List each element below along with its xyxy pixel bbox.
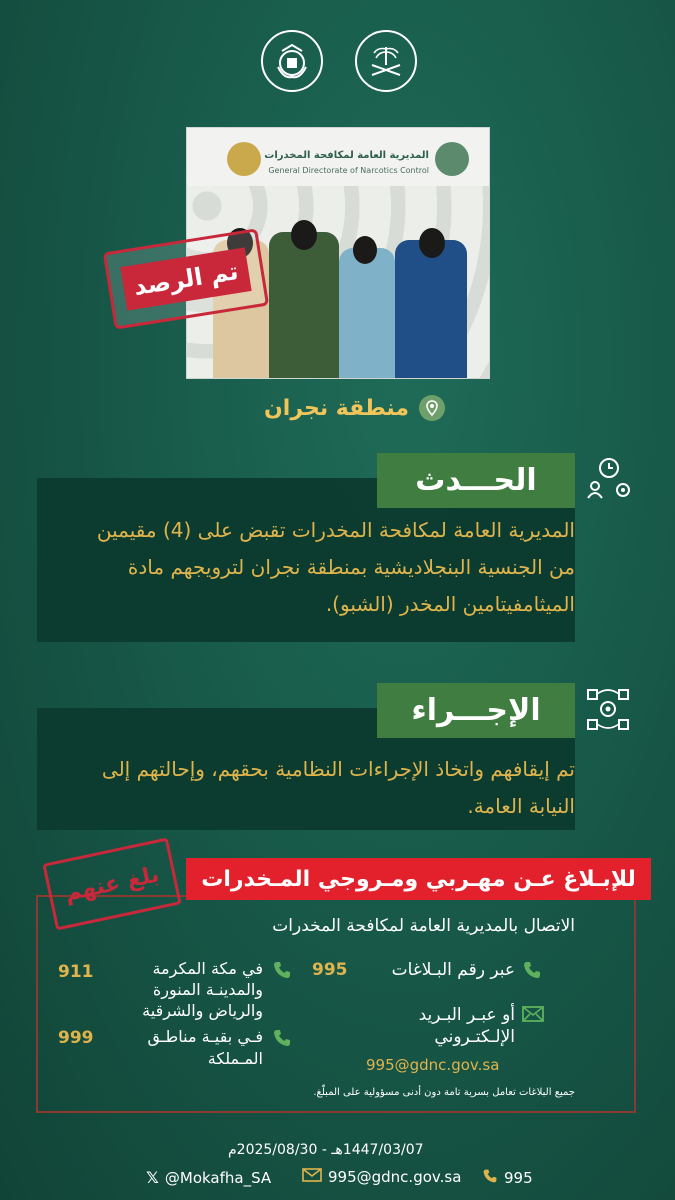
hotline-label: عبر رقم البـلاغات bbox=[391, 960, 515, 980]
person-3-head bbox=[353, 236, 377, 264]
event-text bbox=[35, 512, 575, 623]
date: 1447/03/07هـ - 2025/08/30م bbox=[228, 1142, 424, 1158]
phone-icon bbox=[522, 960, 542, 984]
person-4 bbox=[395, 240, 467, 378]
phone-icon bbox=[272, 960, 292, 984]
saudi-emblem-icon bbox=[435, 142, 469, 176]
region-label bbox=[264, 395, 445, 421]
twitter-handle: @Mokafha_SA bbox=[164, 1168, 272, 1187]
report-banner: للإبـلاغ عـن مهـربي ومـروجي المـخدرات bbox=[186, 858, 651, 900]
report-them-stamp: بلغ عنهم bbox=[42, 837, 181, 930]
footer-email-text: 995@gdnc.gov.sa bbox=[328, 1168, 462, 1186]
hotline-number[interactable]: 995 bbox=[312, 960, 348, 980]
monitored-stamp-label: تم الرصد bbox=[120, 247, 251, 310]
report-subtitle: الاتصال بالمديرية العامة لمكافحة المخدرات bbox=[272, 916, 575, 936]
timeline-people-icon bbox=[583, 454, 633, 508]
person-3 bbox=[339, 248, 395, 378]
action-line: تم إيقافهم واتخاذ الإجراءات النظامية بحقهم، وإحالتهم إلى bbox=[101, 757, 575, 781]
person-2-head bbox=[291, 220, 317, 250]
email-label: أو عبـر البـريد الإلـكتـروني bbox=[418, 1005, 515, 1047]
person-4-head bbox=[419, 228, 445, 258]
rest-number[interactable]: 999 bbox=[58, 1028, 94, 1048]
rest-label: فـي بقيـة مناطـق المـملكة bbox=[147, 1027, 263, 1068]
event-title: الحـــدث bbox=[377, 453, 575, 508]
event-line: من الجنسية البنجلاديشية بمنطقة نجران لترويجهم مادة bbox=[127, 555, 575, 579]
mail-icon bbox=[302, 1168, 322, 1186]
person-2 bbox=[269, 232, 339, 378]
photo-backdrop-header bbox=[187, 128, 489, 186]
footer-phone-number: 995 bbox=[504, 1169, 533, 1187]
action-line: النيابة العامة. bbox=[467, 794, 575, 818]
footer-twitter[interactable] bbox=[146, 1168, 271, 1187]
action-text bbox=[35, 751, 575, 825]
report-email[interactable]: 995@gdnc.gov.sa bbox=[366, 1056, 500, 1074]
process-gear-icon bbox=[583, 684, 633, 738]
region-name: منطقة نجران bbox=[264, 395, 409, 421]
footer-phone[interactable] bbox=[482, 1168, 533, 1188]
photo-title-en: General Directorate of Narcotics Control bbox=[268, 166, 429, 175]
phone-icon bbox=[482, 1168, 498, 1188]
location-pin-icon bbox=[419, 395, 445, 421]
makkah-number[interactable]: 911 bbox=[58, 962, 94, 982]
phone-icon bbox=[272, 1028, 292, 1052]
footer-email[interactable] bbox=[302, 1168, 461, 1186]
photo-title-ar: المديرية العامة لمكافحة المخدرات bbox=[264, 150, 429, 161]
gdnc-emblem-icon bbox=[270, 39, 314, 83]
disclaimer: جميع البلاغات تعامل بسرية تامة دون أدنى مسؤولية على المبلّغ. bbox=[313, 1087, 575, 1098]
x-logo-icon: 𝕏 bbox=[146, 1168, 159, 1187]
palm-swords-icon bbox=[364, 39, 408, 83]
mail-icon bbox=[522, 1006, 544, 1026]
action-title: الإجـــراء bbox=[377, 683, 575, 738]
gdnc-logo bbox=[261, 30, 323, 92]
saudi-emblem-logo bbox=[355, 30, 417, 92]
narcotics-emblem-icon bbox=[227, 142, 261, 176]
event-line: المديرية العامة لمكافحة المخدرات تقبض على (4) مقيمين bbox=[96, 518, 575, 542]
event-line: الميثامفيتامين المخدر (الشبو). bbox=[325, 592, 575, 616]
makkah-label: في مكة المكرمة والمدينـة المنورة والرياض والشرقية bbox=[142, 959, 263, 1020]
